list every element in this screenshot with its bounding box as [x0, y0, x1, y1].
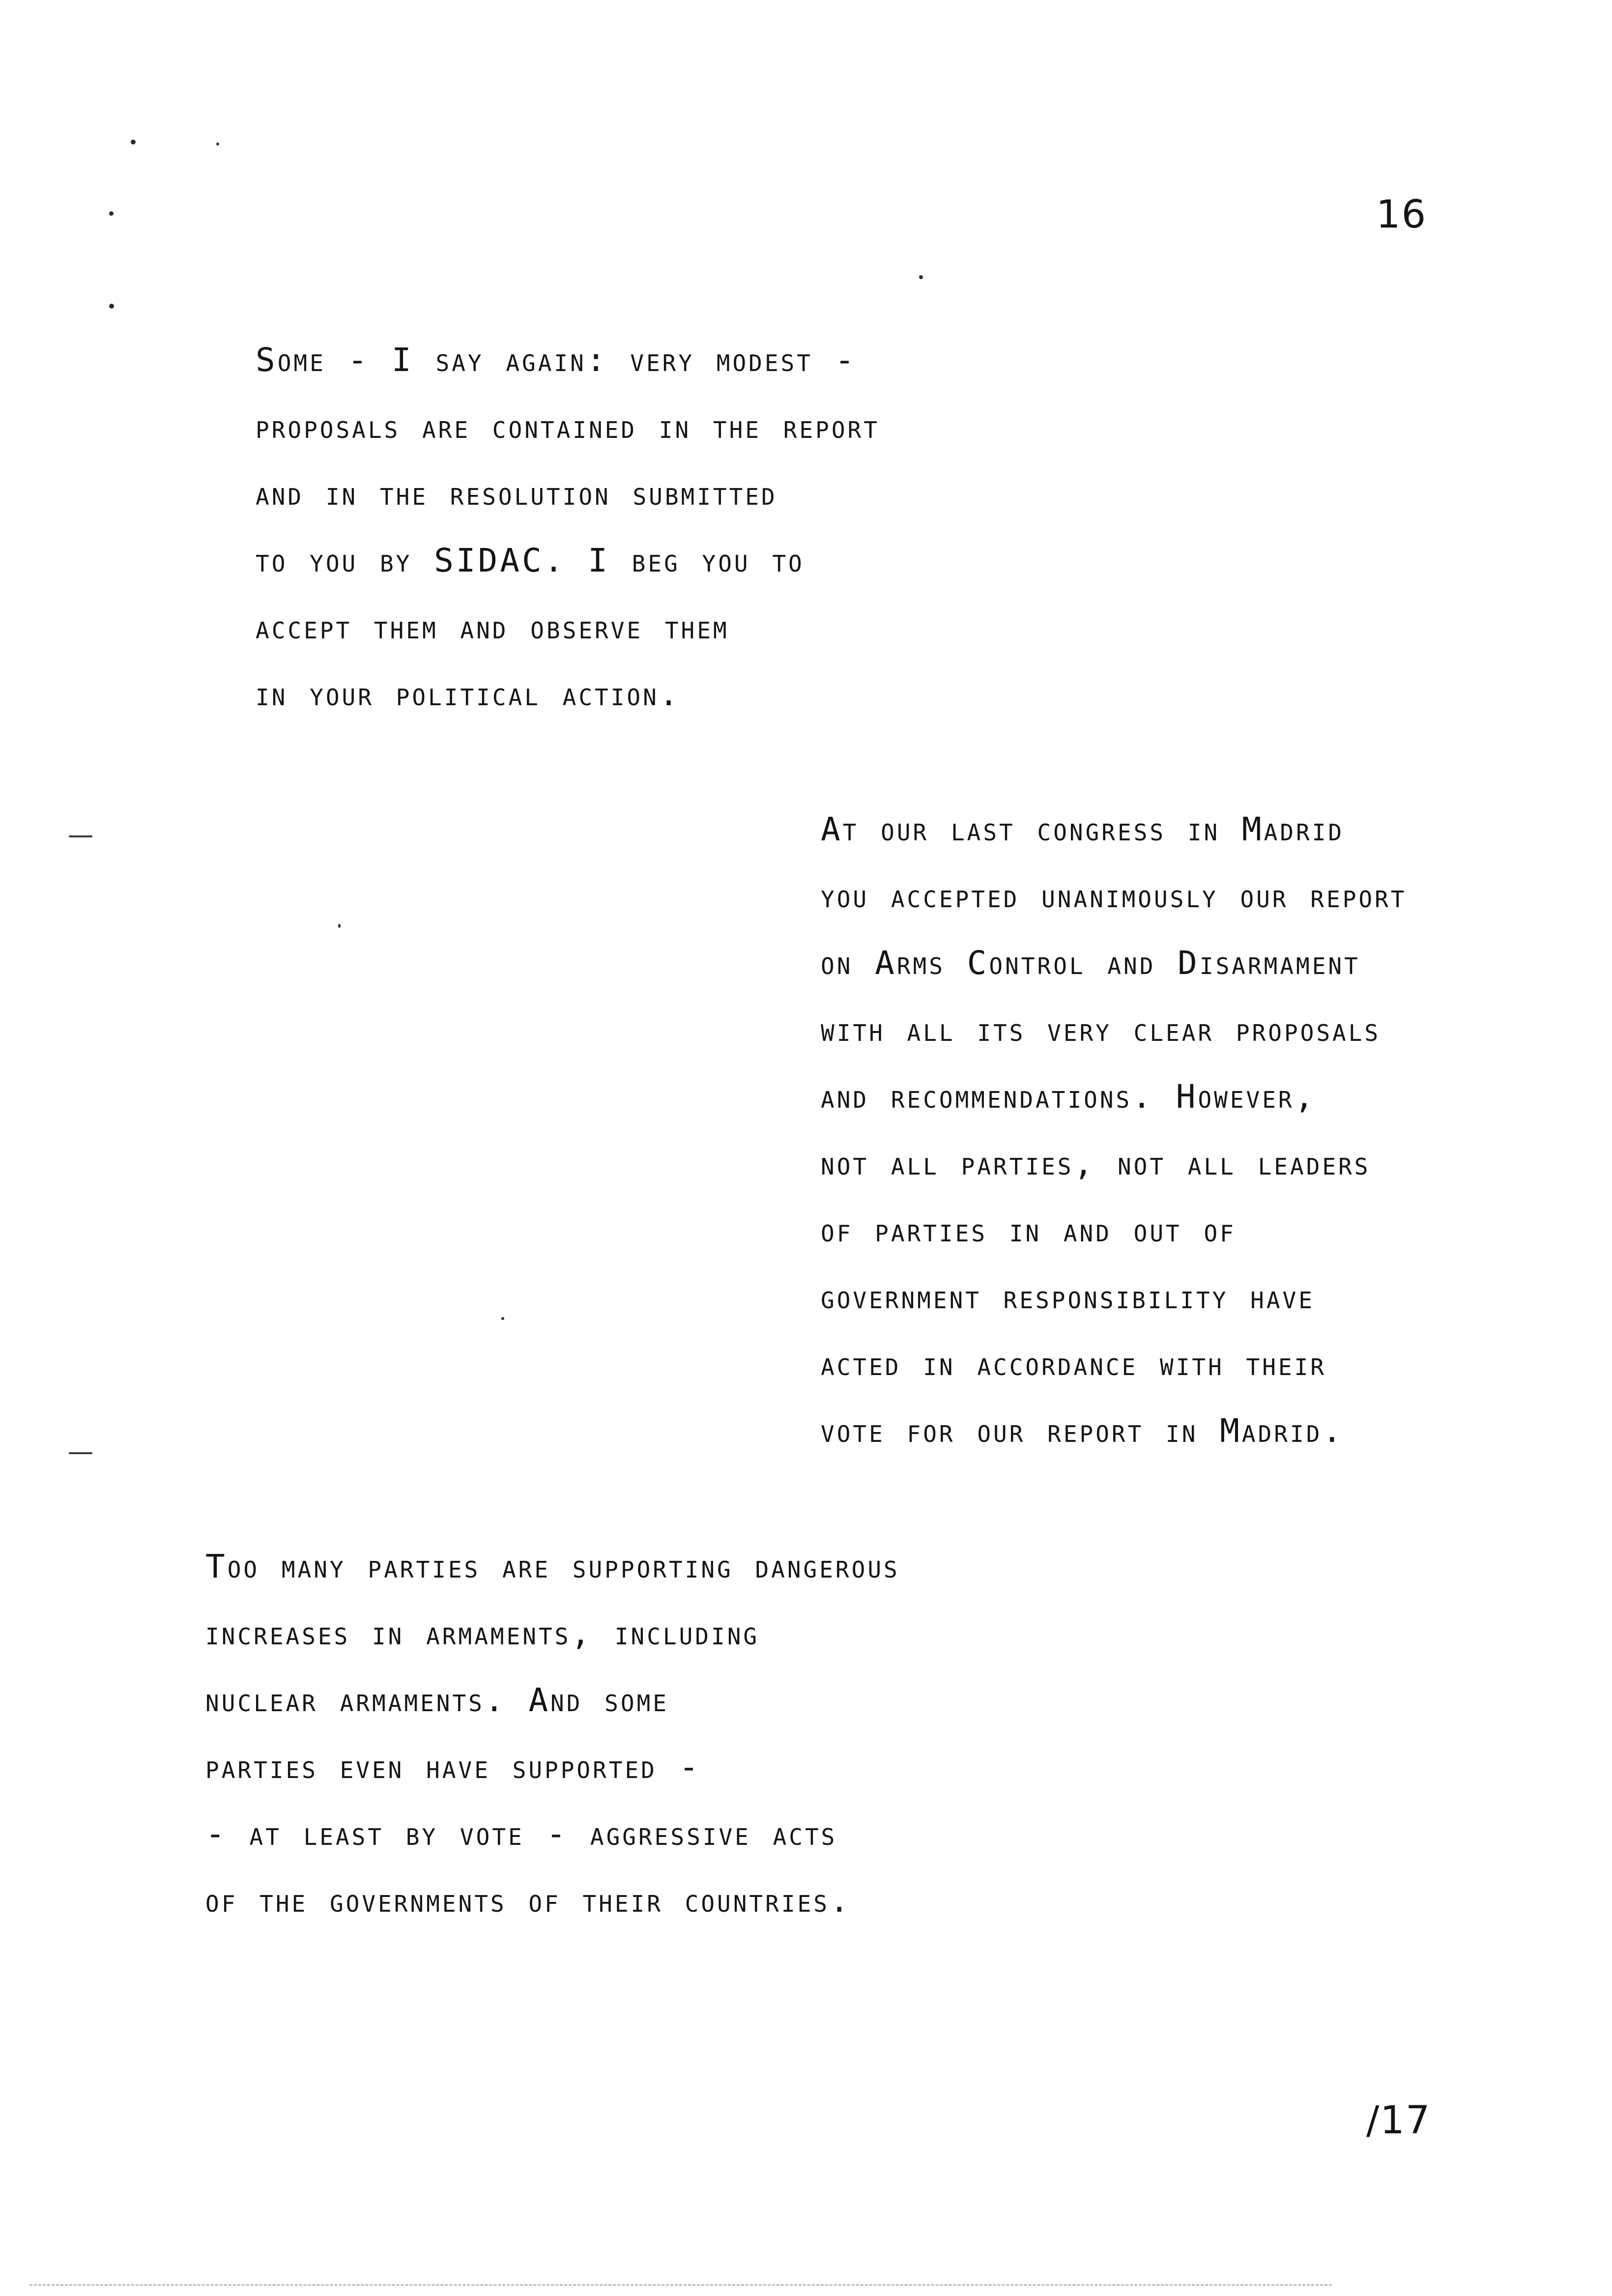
text-line: accept them and observe them [256, 608, 729, 646]
text-line: on Arms Control and Disarmament [821, 944, 1360, 982]
text-line: you accepted unanimously our report [821, 877, 1407, 915]
paragraph-armaments [205, 1533, 900, 1934]
text-line: and in the resolution submitted [256, 475, 777, 513]
text-line: with all its very clear proposals [821, 1011, 1381, 1049]
scan-speck [109, 304, 114, 309]
scan-speck [216, 143, 219, 145]
text-line: and recommendations. However, [821, 1078, 1317, 1116]
margin-mark [69, 835, 92, 837]
scan-speck [109, 211, 114, 216]
scan-speck [501, 1317, 504, 1320]
text-line: in your political action. [256, 675, 681, 713]
margin-mark [69, 1452, 92, 1454]
text-line: increases in armaments, including [205, 1614, 760, 1652]
next-page-marker: /17 [1366, 2098, 1431, 2143]
text-line: Too many parties are supporting dangerous [205, 1548, 900, 1585]
text-line: nuclear armaments. And some [205, 1681, 669, 1719]
text-line: not all parties, not all leaders [821, 1145, 1371, 1182]
text-line: of parties in and out of [821, 1211, 1236, 1249]
paragraph-sidac-proposals [256, 327, 880, 728]
page-number: 16 [1376, 193, 1427, 237]
paragraph-madrid-congress [821, 796, 1407, 1464]
text-line: parties even have supported - [205, 1748, 701, 1786]
text-line: - at least by vote - aggressive acts [205, 1815, 837, 1853]
text-line: government responsibility have [821, 1278, 1315, 1316]
scan-speck [919, 275, 923, 279]
text-line: At our last congress in Madrid [821, 810, 1345, 848]
scan-speck [338, 924, 341, 928]
scan-speck [131, 140, 136, 144]
text-line: vote for our report in Madrid. [821, 1412, 1345, 1450]
text-line: proposals are contained in the report [256, 408, 880, 446]
text-line: Some - I say again: very modest - [256, 341, 857, 379]
text-line: of the governments of their countries. [205, 1882, 852, 1920]
text-line: acted in accordance with their [821, 1345, 1326, 1383]
scan-edge [29, 2284, 1332, 2286]
text-line: to you by SIDAC. I beg you to [256, 542, 805, 579]
